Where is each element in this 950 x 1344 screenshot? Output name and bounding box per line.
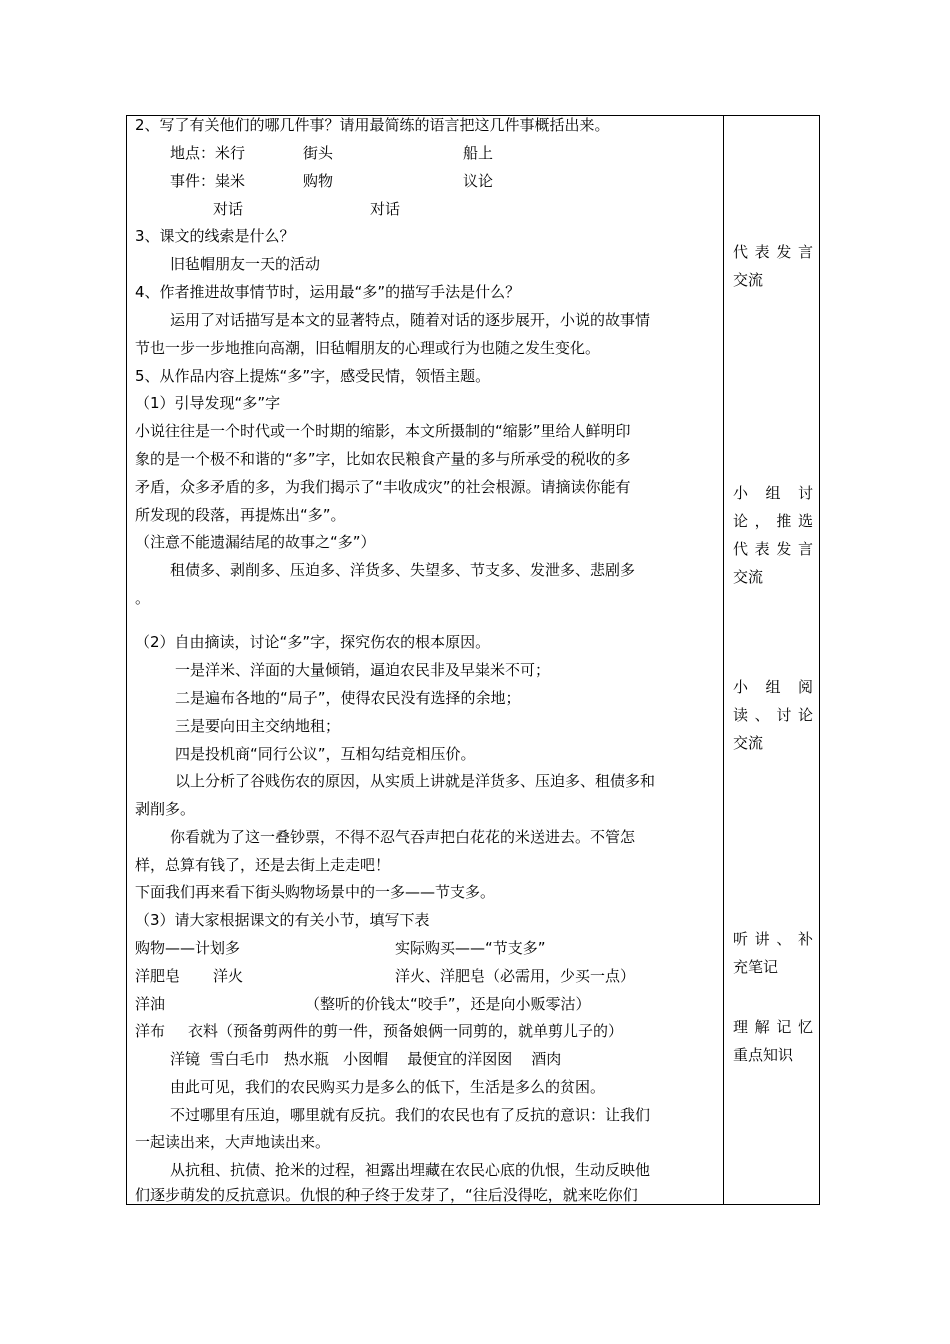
step-1-note: （注意不能遗漏结尾的故事之“多”） bbox=[135, 533, 376, 551]
event-label: 事件：粜米 bbox=[170, 172, 246, 190]
conclusion: 由此可见，我们的农民购买力是多么的低下，生活是多么的贫困。 bbox=[170, 1078, 606, 1096]
resistance-line-2: 一起读出来，大声地读出来。 bbox=[135, 1133, 331, 1151]
side-note-line: 小组讨 bbox=[733, 484, 813, 502]
question-4: 4、作者推进故事情节时，运用最“多”的描写手法是什么？ bbox=[135, 283, 521, 301]
side-note-line: 交流 bbox=[733, 734, 764, 752]
column-divider bbox=[723, 115, 724, 1205]
step-1-para-line-3: 矛盾，众多矛盾的多，为我们揭示了“丰收成灾”的社会根源。请摘读你能有 bbox=[135, 478, 631, 496]
event-dialogue-2: 对话 bbox=[370, 200, 401, 218]
place-street: 街头 bbox=[303, 144, 334, 162]
place-label: 地点：米行 bbox=[170, 144, 246, 162]
side-note-line: 交流 bbox=[733, 568, 764, 586]
answer-4-line-1: 运用了对话描写是本文的显著特点，随着对话的逐步展开，小说的故事情 bbox=[170, 311, 651, 329]
side-note-line: 读、讨论 bbox=[733, 706, 813, 724]
question-5: 5、从作品内容上提炼“多”字，感受民情，领悟主题。 bbox=[135, 367, 491, 385]
question-3: 3、课文的线索是什么？ bbox=[135, 227, 295, 245]
reason-2: 二是遍布各地的“局子”，使得农民没有选择的余地； bbox=[175, 689, 521, 707]
side-note-listen bbox=[733, 925, 813, 981]
answer-3: 旧毡帽朋友一天的活动 bbox=[170, 255, 321, 273]
side-note-line: 论，推选 bbox=[733, 512, 813, 530]
side-note-group-read bbox=[733, 673, 813, 757]
actual-oil: （整听的价钱太“咬手”，还是向小贩零沽） bbox=[305, 995, 591, 1013]
side-note-line: 小组阅 bbox=[733, 678, 813, 696]
actual-matches-soap: 洋火、洋肥皂（必需用，少买一点） bbox=[395, 967, 636, 985]
money-line-1: 你看就为了这一叠钞票，不得不忍气吞声把白花花的米送进去。不管怎 bbox=[170, 828, 636, 846]
plan-soap: 洋肥皂 bbox=[135, 967, 181, 985]
reason-3: 三是要向田主交纳地租； bbox=[175, 717, 341, 735]
money-line-2: 样，总算有钱了，还是去街上走走吧！ bbox=[135, 856, 391, 874]
side-note-line: 代表发言 bbox=[733, 243, 813, 261]
step-1-heading: （1）引导发现“多”字 bbox=[135, 394, 281, 412]
step-1-para-line-4: 所发现的段落，再提炼出“多”。 bbox=[135, 506, 346, 524]
event-shopping: 购物 bbox=[303, 172, 334, 190]
step-2-heading: （2）自由摘读，讨论“多”字，探究伤农的根本原因。 bbox=[135, 633, 491, 651]
step-1-para-line-2: 象的是一个极不和谐的“多”字，比如农民粮食产量的多与所承受的税收的多 bbox=[135, 450, 631, 468]
reason-1: 一是洋米、洋面的大量倾销，逼迫农民非及早粜米不可； bbox=[175, 661, 551, 679]
summary-line-1: 以上分析了谷贱伤农的原因，从实质上讲就是洋货多、压迫多、租债多和 bbox=[175, 772, 656, 790]
plan-header: 购物——计划多 bbox=[135, 939, 241, 957]
side-note-line: 听讲、补 bbox=[733, 930, 813, 948]
plan-cloth: 洋布 bbox=[135, 1022, 166, 1040]
duo-list: 租债多、剥削多、压迫多、洋货多、失望多、节支多、发泄多、悲剧多 bbox=[170, 561, 636, 579]
side-note-group-discuss bbox=[733, 479, 813, 591]
plan-matches: 洋火 bbox=[213, 967, 244, 985]
hatred-line-1: 从抗租、抗债、抢米的过程，袒露出埋藏在农民心底的仇恨，生动反映他 bbox=[170, 1161, 651, 1179]
side-note-line: 交流 bbox=[733, 271, 764, 289]
actual-header: 实际购买——“节支多” bbox=[395, 939, 546, 957]
reason-4: 四是投机商“同行公议”，互相勾结竞相压价。 bbox=[175, 745, 476, 763]
side-note-line: 重点知识 bbox=[733, 1046, 794, 1064]
unbought-items: 洋镜 雪白毛巾 热水瓶 小囡帽 最便宜的洋囡囡 酒肉 bbox=[170, 1050, 562, 1068]
question-2: 2、写了有关他们的哪几件事？请用最简练的语言把这几件事概括出来。 bbox=[135, 116, 610, 134]
summary-line-2: 剥削多。 bbox=[135, 800, 196, 818]
event-dialogue-1: 对话 bbox=[213, 200, 244, 218]
side-note-speak bbox=[733, 238, 813, 294]
plan-oil: 洋油 bbox=[135, 995, 166, 1013]
side-note-memorize bbox=[733, 1013, 813, 1069]
step-1-para-line-1: 小说往往是一个时代或一个时期的缩影，本文所摄制的“缩影”里给人鲜明印 bbox=[135, 422, 631, 440]
side-note-line: 理解记忆 bbox=[733, 1018, 813, 1036]
resistance-line-1: 不过哪里有压迫，哪里就有反抗。我们的农民也有了反抗的意识：让我们 bbox=[170, 1106, 651, 1124]
street-transition: 下面我们再来看下街头购物场景中的一多——节支多。 bbox=[135, 883, 496, 901]
place-boat: 船上 bbox=[463, 144, 494, 162]
event-discussion: 议论 bbox=[463, 172, 494, 190]
hatred-line-2: 们逐步萌发的反抗意识。仇恨的种子终于发芽了，“往后没得吃，就来吃你们 bbox=[135, 1186, 638, 1204]
duo-list-end: 。 bbox=[135, 589, 151, 607]
side-note-line: 代表发言 bbox=[733, 540, 813, 558]
step-3-heading: （3）请大家根据课文的有关小节，填写下表 bbox=[135, 911, 430, 929]
side-note-line: 充笔记 bbox=[733, 958, 779, 976]
answer-4-line-2: 节也一步一步地推向高潮，旧毡帽朋友的心理或行为也随之发生变化。 bbox=[135, 339, 601, 357]
actual-cloth: 衣料（预备剪两件的剪一件，预备娘俩一同剪的，就单剪儿子的） bbox=[188, 1022, 624, 1040]
